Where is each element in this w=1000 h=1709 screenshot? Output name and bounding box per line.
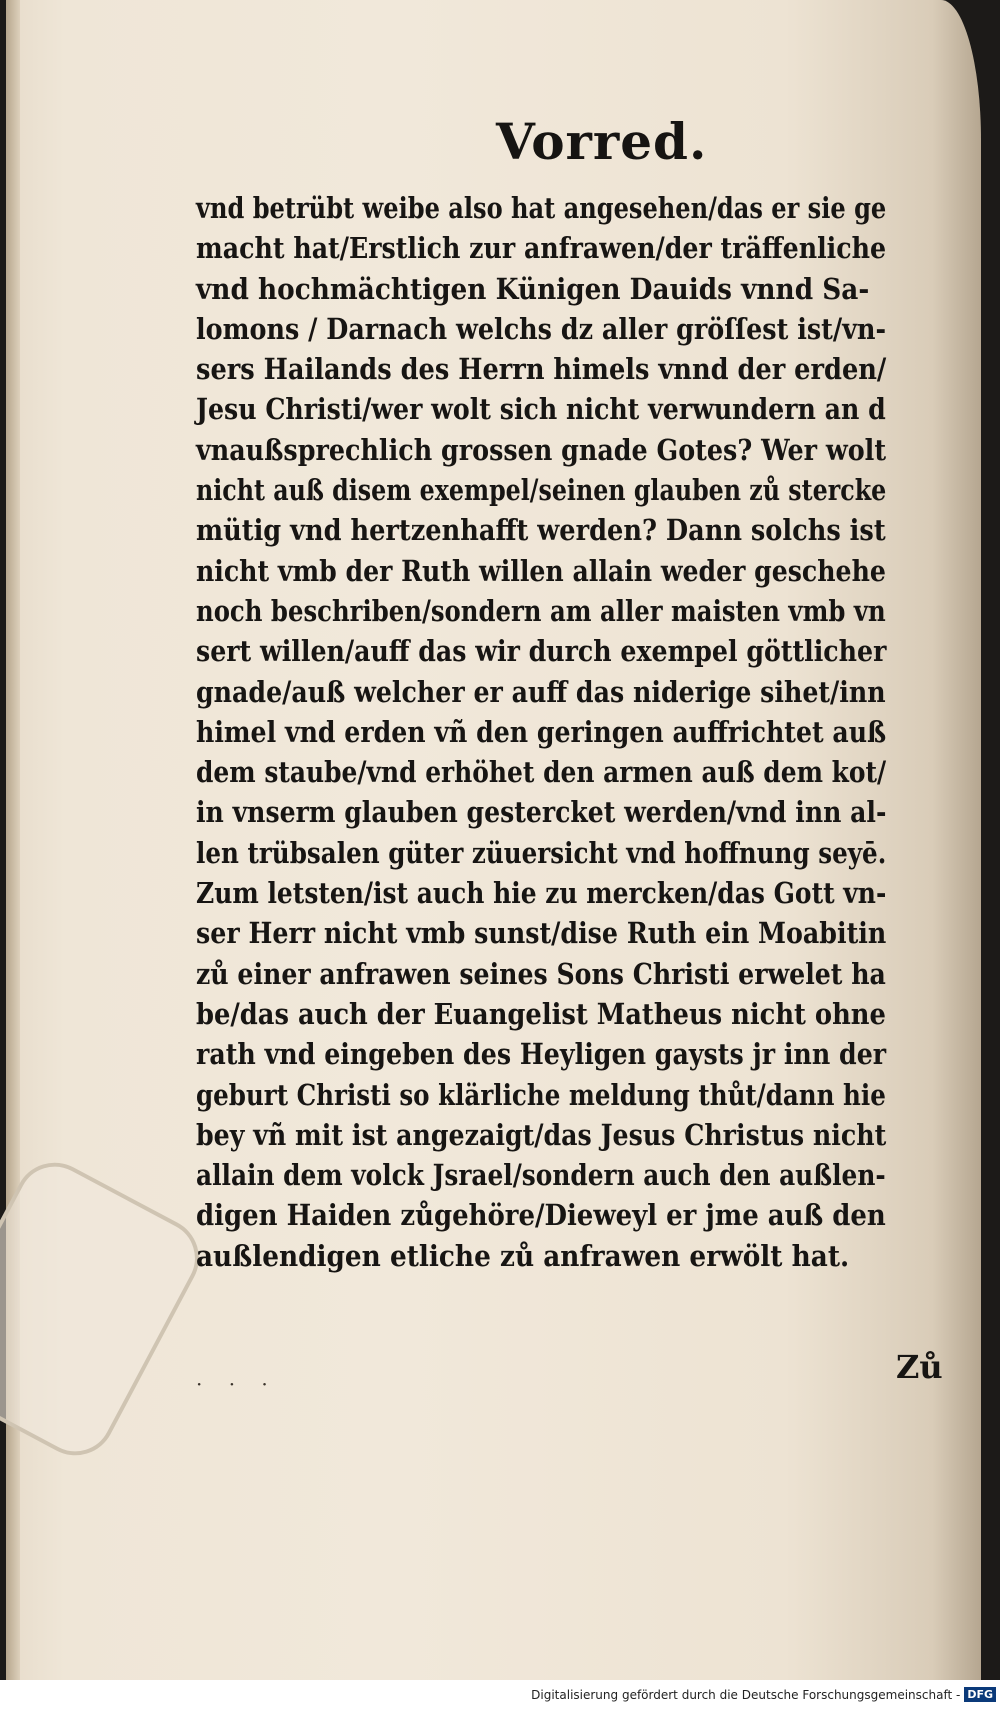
text-line: zů einer anfrawen seines Sons Christi erwelet ha — [196, 956, 886, 991]
text-line: be/das auch der Euangelist Matheus nicht ohne — [196, 996, 886, 1031]
text-line: rath vnd eingeben des Heyligen gaysts jr inn der — [196, 1037, 887, 1072]
text-line: Jesu Christi/wer wolt sich nicht verwundern an d — [196, 392, 886, 427]
text-line: vnaußsprechlich grossen gnade Gotes? Wer wolt — [196, 432, 887, 467]
text-line: macht hat/Erstlich zur anfrawen/der träffenliche — [196, 231, 887, 266]
dfg-logo: DFG — [964, 1687, 996, 1702]
text-line: vnd betrübt weibe also hat angesehen/das er sie ge — [196, 191, 887, 225]
text-line: Zum letsten/ist auch hie zu mercken/das Gott vn- — [196, 876, 887, 911]
text-line: nicht auß disem exempel/seinen glauben zů stercke — [196, 473, 887, 508]
text-line: allain dem volck Jsrael/sondern auch den außlen- — [196, 1158, 886, 1193]
text-line: vnd hochmächtigen Künigen Dauids vnnd Sa- — [196, 271, 870, 306]
footer-text: Digitalisierung gefördert durch die Deutsche Forschungsgemeinschaft - — [531, 1687, 961, 1702]
text-line: bey vñ mit ist angezaigt/das Jesus Christus nicht — [196, 1117, 887, 1152]
text-line: mütig vnd hertzenhafft werden? Dann solchs ist — [196, 513, 886, 548]
catchword: Zů — [896, 1348, 943, 1386]
text-line: len trübsalen güter züuersicht vnd hoffnung seyē. — [196, 835, 887, 870]
text-line: himel vnd erden vñ den geringen auffrichtet auß — [196, 714, 887, 749]
text-line: noch beschriben/sondern am aller maisten vmb vn — [196, 593, 886, 628]
text-line: lomons / Darnach welchs dz aller gröſſest ist/vn- — [196, 311, 887, 346]
page-tab-marker — [0, 1149, 213, 1470]
text-line: außlendigen etliche zů anfrawen erwölt hat. — [196, 1238, 850, 1273]
text-line: digen Haiden zůgehöre/Dieweyl er jme auß den — [196, 1198, 886, 1233]
text-line: dem staube/vnd erhöhet den armen auß dem kot/ — [196, 755, 887, 790]
text-line: geburt Christi so klärliche meldung thůt/dann hie — [196, 1077, 886, 1112]
text-line: nicht vmb der Ruth willen allain weder geschehe — [196, 553, 886, 588]
page-header: Vorred. — [496, 112, 708, 171]
text-line: sers Hailands des Herrn himels vnnd der erden/ — [196, 352, 887, 387]
text-line: in vnserm glauben gestercket werden/vnd inn al- — [196, 795, 887, 830]
book-page — [6, 0, 981, 1680]
footer-bar — [0, 1680, 1000, 1709]
text-line: sert willen/auff das wir durch exempel göttlicher — [196, 634, 887, 669]
text-block — [196, 188, 956, 1276]
ink-specks: · · · — [196, 1372, 278, 1396]
text-line: ser Herr nicht vmb sunst/dise Ruth ein Moabitin — [196, 916, 887, 951]
text-line: gnade/auß welcher er auff das niderige sihet/inn — [196, 674, 886, 709]
